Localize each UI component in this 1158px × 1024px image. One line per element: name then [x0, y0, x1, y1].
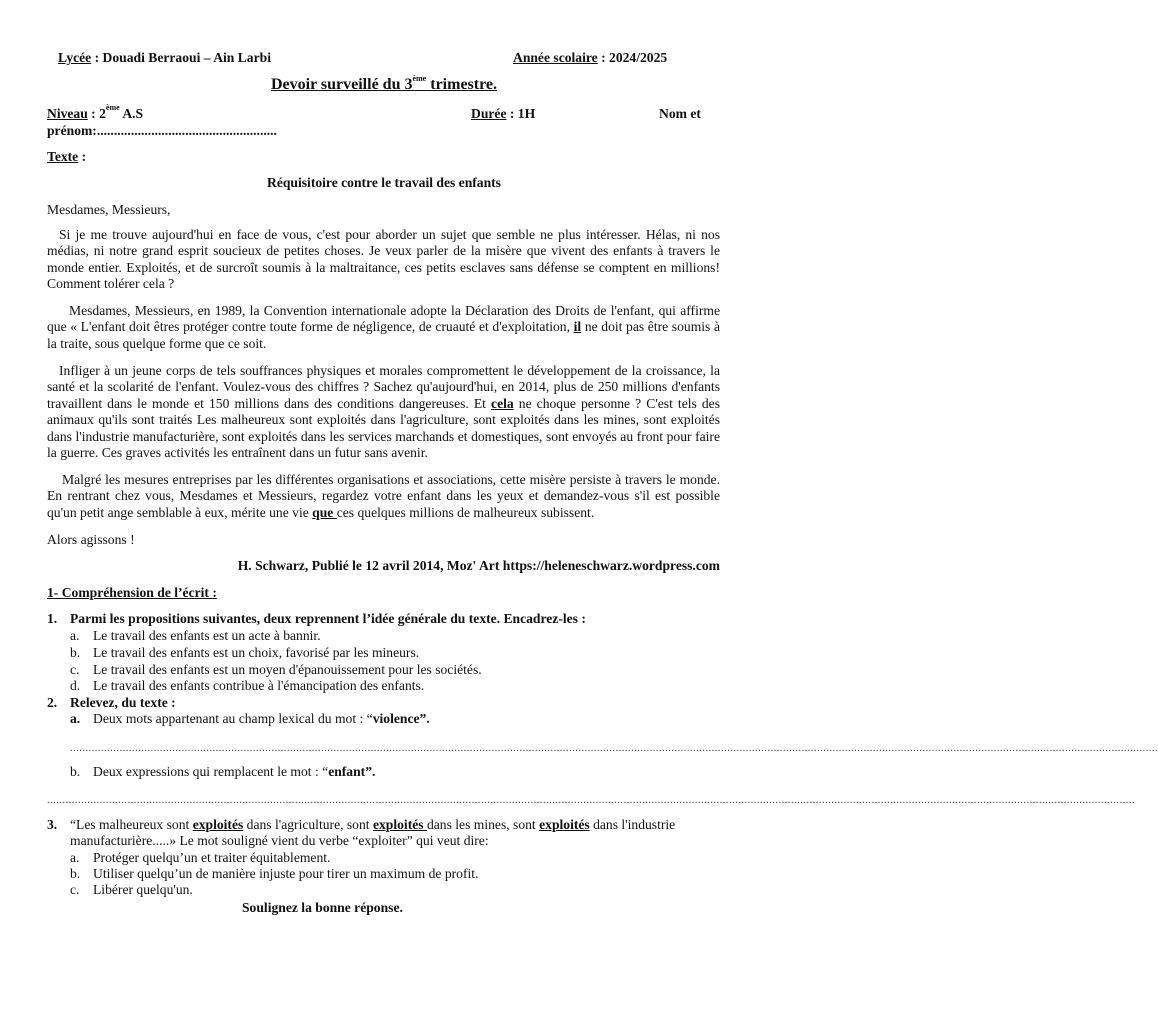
- q3-option-c[interactable]: Libérer quelqu'un.: [93, 882, 193, 897]
- q1-option-b-letter: b.: [70, 645, 81, 660]
- school-year-line: [513, 50, 667, 66]
- texte-heading: Texte :: [47, 149, 87, 164]
- niveau-label: Niveau: [47, 106, 88, 121]
- text-source: H. Schwarz, Publié le 12 avril 2014, Moz' Art https://heleneschwarz.wordpress.com: [237, 558, 720, 573]
- page-title: Devoir surveillé du 3ème trimestre.: [270, 73, 498, 93]
- paragraph-3: Infliger à un jeune corps de tels souffrances physiques et morales compromettent le développement de la croissance, la santé et la scolarité de l'enfant. Voulez-vous des chiffres ? Sachez qu'aujourd'hui, en 2014, plus de 250 millions d'enfants travaillent dans le monde et 150 millions dans des conditions dangereuses. Et cela ne choque personne ? C'est tels des animaux qu'ils sont traités Les malheureux sont exploités dans l'agriculture, sont exploités dans les mines, sont exploités dans l'industrie manufacturière, sont exploités dans les services marchands et domestiques, sont envoyés au front pour faire la guerre. Ces graves activités les entraînent dans un futur sans avenir.: [47, 363, 721, 461]
- closing-line: Alors agissons !: [47, 532, 135, 547]
- q2-number: 2.: [47, 695, 58, 710]
- q3-option-b[interactable]: Utiliser quelqu’un de manière injuste pour tirer un maximum de profit.: [93, 866, 479, 881]
- q1-option-d-letter: d.: [70, 678, 81, 693]
- annee-label: Année scolaire: [513, 50, 598, 65]
- underlined-que: que: [312, 504, 337, 520]
- q3-line-2: manufacturière.....» Le mot souligné vient du verbe “exploiter” qui veut dire:: [70, 833, 489, 848]
- paragraph-2: Mesdames, Messieurs, en 1989, la Convention internationale adopte la Déclaration des Droits de l'enfant, qui affirme que « L'enfant doit êtres protéger contre toute forme de négligence, de cruauté et d'exploitation, il ne doit pas être soumis à la traite, sous quelque forme que ce soit.: [47, 303, 720, 351]
- niveau-line: Niveau : 2ème A.S: [47, 103, 144, 121]
- q3-option-c-letter: c.: [70, 882, 80, 897]
- q3-option-b-letter: b.: [70, 866, 81, 881]
- section-comprehension-title: 1- Compréhension de l’écrit :: [47, 585, 217, 600]
- q1-option-b[interactable]: Le travail des enfants est un choix, favorisé par les mineurs.: [93, 645, 420, 660]
- lycee-value: : Douadi Berraoui – Ain Larbi: [91, 50, 271, 65]
- q2-text: Relevez, du texte :: [70, 695, 176, 710]
- q3-instruction: Soulignez la bonne réponse.: [242, 900, 403, 915]
- paragraph-1: Si je me trouve aujourd'hui en face de vous, c'est pour aborder un sujet que semble ne plus intéresser. Hélas, ni nos médias, ni notre grand esprit soucieux de petites choses. Je veux parler de la misère que vivent des enfants à travers le monde entier. Exploités, et de surcroît soumis à la maltraitance, ces petits esclaves sans défense se comptent en millions! Comment tolérer cela ?: [47, 227, 720, 292]
- nom-label: Nom et: [659, 106, 701, 121]
- underlined-il: il: [573, 319, 582, 335]
- prenom-field[interactable]: prénom:.....................................................: [47, 123, 277, 138]
- q3-number: 3.: [47, 817, 58, 832]
- q1-number: 1.: [47, 611, 58, 626]
- q2-b-text: Deux expressions qui remplacent le mot : “enfant”.: [93, 764, 376, 779]
- underlined-cela: cela: [491, 395, 514, 411]
- q2-a-letter: a.: [70, 711, 81, 726]
- q1-option-d[interactable]: Le travail des enfants contribue à l'émancipation des enfants.: [93, 678, 425, 693]
- school-line: [58, 50, 271, 66]
- greeting: Mesdames, Messieurs,: [47, 202, 171, 217]
- q1-option-a-letter: a.: [70, 628, 80, 643]
- q1-option-c-letter: c.: [70, 662, 80, 677]
- q2-b-letter: b.: [70, 764, 81, 779]
- answer-line-2a[interactable]: ...............................................................................................................................................................................................................................................................................................................................................................: [70, 743, 1158, 754]
- duree-label: Durée: [471, 106, 507, 121]
- answer-line-2b[interactable]: ...............................................................................................................................................................................................................................................................................................................................................................: [47, 795, 1136, 806]
- annee-value: : 2024/2025: [597, 50, 668, 65]
- duree-line: [471, 106, 535, 122]
- paragraph-4: Malgré les mesures entreprises par les différentes organisations et associations, cette misère persiste à travers le monde. En rentrant chez vous, Mesdames et Messieurs, regardez votre enfant dans les yeux et demandez-vous s'il est possible qu'un petit ange semblable à eux, mérite une vie que ces quelques millions de malheureux subissent.: [47, 472, 720, 520]
- q2-a-text: Deux mots appartenant au champ lexical du mot : “violence”.: [93, 711, 430, 726]
- lycee-label: Lycée: [58, 50, 92, 65]
- q1-option-a[interactable]: Le travail des enfants est un acte à bannir.: [93, 628, 321, 643]
- q3-option-a-letter: a.: [70, 850, 80, 865]
- q1-option-c[interactable]: Le travail des enfants est un moyen d'épanouissement pour les sociétés.: [93, 662, 482, 677]
- q1-text: Parmi les propositions suivantes, deux reprennent l’idée générale du texte. Encadrez-les :: [70, 611, 586, 626]
- duree-value: : 1H: [506, 106, 536, 121]
- q3-option-a[interactable]: Protéger quelqu’un et traiter équitablement.: [93, 850, 331, 865]
- q3-line-1: “Les malheureux sont exploités dans l'agriculture, sont exploités dans les mines, sont exploités dans l'industrie: [70, 817, 676, 832]
- text-title: Réquisitoire contre le travail des enfants: [267, 175, 501, 190]
